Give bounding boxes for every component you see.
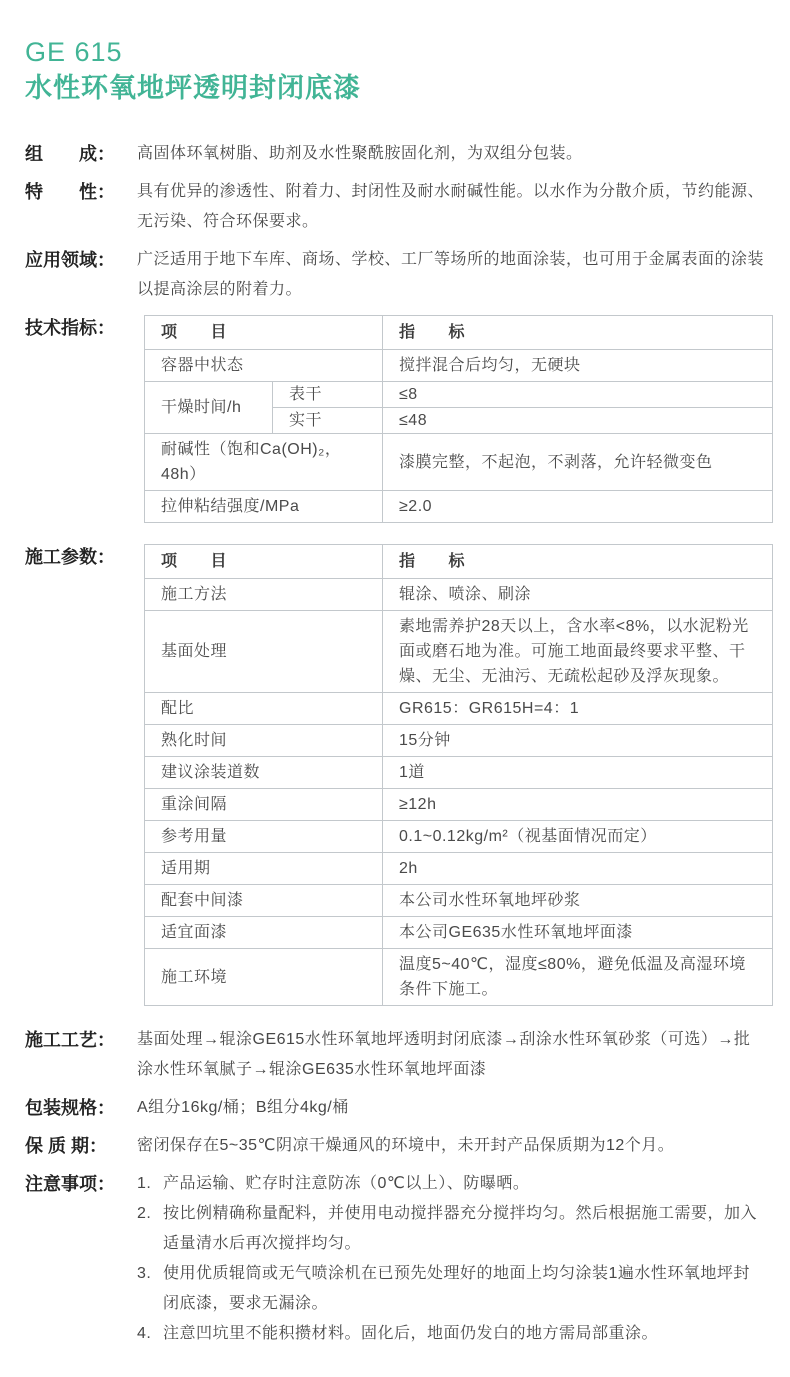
item-cell: 适用期 xyxy=(145,853,383,885)
table-row xyxy=(145,821,773,853)
item-cell: 耐碱性（饱和Ca(OH)₂，48h） xyxy=(145,434,383,491)
note-number: 4. xyxy=(137,1325,152,1342)
item-cell: 参考用量 xyxy=(145,821,383,853)
section-label: 包装规格： xyxy=(25,1098,115,1118)
note-text: 按比例精确称量配料，并使用电动搅拌器充分搅拌均匀。然后根据施工需要，加入适量清水后再次搅拌均匀。 xyxy=(163,1205,758,1252)
section-process xyxy=(25,1025,765,1085)
spec-cell: ≥12h xyxy=(383,789,773,821)
section-label: 技术指标： xyxy=(25,318,115,338)
table-row xyxy=(145,382,773,408)
table-row xyxy=(145,949,773,1006)
table-header-row xyxy=(145,545,773,579)
section-text: 高固体环氧树脂、助剂及水性聚酰胺固化剂，为双组分包装。 xyxy=(137,145,583,162)
table-row xyxy=(145,917,773,949)
product-code: GE 615 xyxy=(25,37,123,67)
sub-item-cell: 表干 xyxy=(273,382,383,408)
item-cell: 容器中状态 xyxy=(145,350,383,382)
item-cell: 熟化时间 xyxy=(145,725,383,757)
table-row xyxy=(145,693,773,725)
spec-cell: ≤48 xyxy=(383,408,773,434)
note-text: 使用优质辊筒或无气喷涂机在已预先处理好的地面上均匀涂装1遍水性环氧地坪封闭底漆，要求无漏涂。 xyxy=(163,1265,750,1312)
table-row xyxy=(145,789,773,821)
table-row xyxy=(145,434,773,491)
section-text: 具有优异的渗透性、附着力、封闭性及耐水耐碱性能。以水作为分散介质，节约能源、无污染、符合环保要求。 xyxy=(137,183,765,230)
table-row xyxy=(145,885,773,917)
item-cell: 基面处理 xyxy=(145,611,383,693)
section-text: 基面处理→辊涂GE615水性环氧地坪透明封闭底漆→刮涂水性环氧砂浆（可选）→批涂水性环氧腻子→辊涂GE635水性环氧地坪面漆 xyxy=(137,1031,751,1078)
note-item xyxy=(137,1319,765,1349)
spec-cell: 温度5~40℃，湿度≤80%，避免低温及高湿环境条件下施工。 xyxy=(383,949,773,1006)
table-row xyxy=(145,579,773,611)
item-cell: 施工环境 xyxy=(145,949,383,1006)
spec-cell: ≤8 xyxy=(383,382,773,408)
tech-specs-table-wrap xyxy=(137,313,773,523)
section-label: 保 质 期： xyxy=(25,1136,108,1156)
table-row xyxy=(145,350,773,382)
spec-cell: 2h xyxy=(383,853,773,885)
column-header-spec: 指 标 xyxy=(383,545,773,579)
note-item xyxy=(137,1199,765,1259)
tech-specs-table xyxy=(144,315,773,523)
item-cell: 配比 xyxy=(145,693,383,725)
table-row xyxy=(145,725,773,757)
table-row xyxy=(145,611,773,693)
table-row xyxy=(145,491,773,523)
section-text: 广泛适用于地下车库、商场、学校、工厂等场所的地面涂装，也可用于金属表面的涂装以提高涂层的附着力。 xyxy=(137,251,765,298)
section-notes xyxy=(25,1169,765,1349)
spec-cell: 漆膜完整，不起泡，不剥落，允许轻微变色 xyxy=(383,434,773,491)
section-features xyxy=(25,177,765,237)
note-text: 产品运输、贮存时注意防冻（0℃以上）、防曝晒。 xyxy=(163,1175,530,1192)
section-label: 施工参数： xyxy=(25,547,115,567)
section-text: 密闭保存在5~35℃阴凉干燥通风的环境中，未开封产品保质期为12个月。 xyxy=(137,1137,675,1154)
table-row xyxy=(145,853,773,885)
notes-list xyxy=(137,1169,765,1349)
column-header-item: 项 目 xyxy=(145,316,383,350)
spec-cell: 15分钟 xyxy=(383,725,773,757)
spec-cell: ≥2.0 xyxy=(383,491,773,523)
product-title: 水性环氧地坪透明封闭底漆 xyxy=(25,73,361,103)
item-cell: 建议涂装道数 xyxy=(145,757,383,789)
note-item xyxy=(137,1169,765,1199)
spec-cell: 辊涂、喷涂、刷涂 xyxy=(383,579,773,611)
spec-cell: GR615：GR615H=4：1 xyxy=(383,693,773,725)
section-shelf-life xyxy=(25,1131,765,1161)
spec-cell: 本公司GE635水性环氧地坪面漆 xyxy=(383,917,773,949)
note-number: 3. xyxy=(137,1265,152,1282)
note-item xyxy=(137,1259,765,1319)
table-row xyxy=(145,757,773,789)
construction-params-table xyxy=(144,544,773,1006)
spec-cell: 本公司水性环氧地坪砂浆 xyxy=(383,885,773,917)
section-label: 施工工艺： xyxy=(25,1030,115,1050)
spec-cell: 搅拌混合后均匀，无硬块 xyxy=(383,350,773,382)
item-cell: 拉伸粘结强度/MPa xyxy=(145,491,383,523)
spec-cell: 0.1~0.12kg/m²（视基面情况而定） xyxy=(383,821,773,853)
note-number: 1. xyxy=(137,1175,152,1192)
sub-item-cell: 实干 xyxy=(273,408,383,434)
item-cell: 重涂间隔 xyxy=(145,789,383,821)
section-packaging xyxy=(25,1093,765,1123)
section-label: 应用领域： xyxy=(25,250,115,270)
header xyxy=(25,36,765,105)
spec-cell: 1道 xyxy=(383,757,773,789)
section-composition xyxy=(25,139,765,169)
table-header-row xyxy=(145,316,773,350)
section-tech-specs xyxy=(25,313,765,523)
section-application xyxy=(25,245,765,305)
item-cell: 干燥时间/h xyxy=(145,382,273,434)
column-header-spec: 指 标 xyxy=(383,316,773,350)
item-cell: 配套中间漆 xyxy=(145,885,383,917)
section-construction-params xyxy=(25,542,765,1006)
column-header-item: 项 目 xyxy=(145,545,383,579)
construction-params-table-wrap xyxy=(137,542,773,1006)
note-number: 2. xyxy=(137,1205,152,1222)
section-label: 注意事项： xyxy=(25,1174,115,1194)
item-cell: 适宜面漆 xyxy=(145,917,383,949)
section-text: A组分16kg/桶；B组分4kg/桶 xyxy=(137,1099,349,1116)
spec-cell: 素地需养护28天以上，含水率<8%，以水泥粉光面或磨石地为准。可施工地面最终要求平整、干燥、无尘、无油污、无疏松起砂及浮灰现象。 xyxy=(383,611,773,693)
section-label: 组 成： xyxy=(25,144,115,164)
item-cell: 施工方法 xyxy=(145,579,383,611)
section-label: 特 性： xyxy=(25,182,115,202)
note-text: 注意凹坑里不能积攒材料。固化后，地面仍发白的地方需局部重涂。 xyxy=(163,1325,659,1342)
